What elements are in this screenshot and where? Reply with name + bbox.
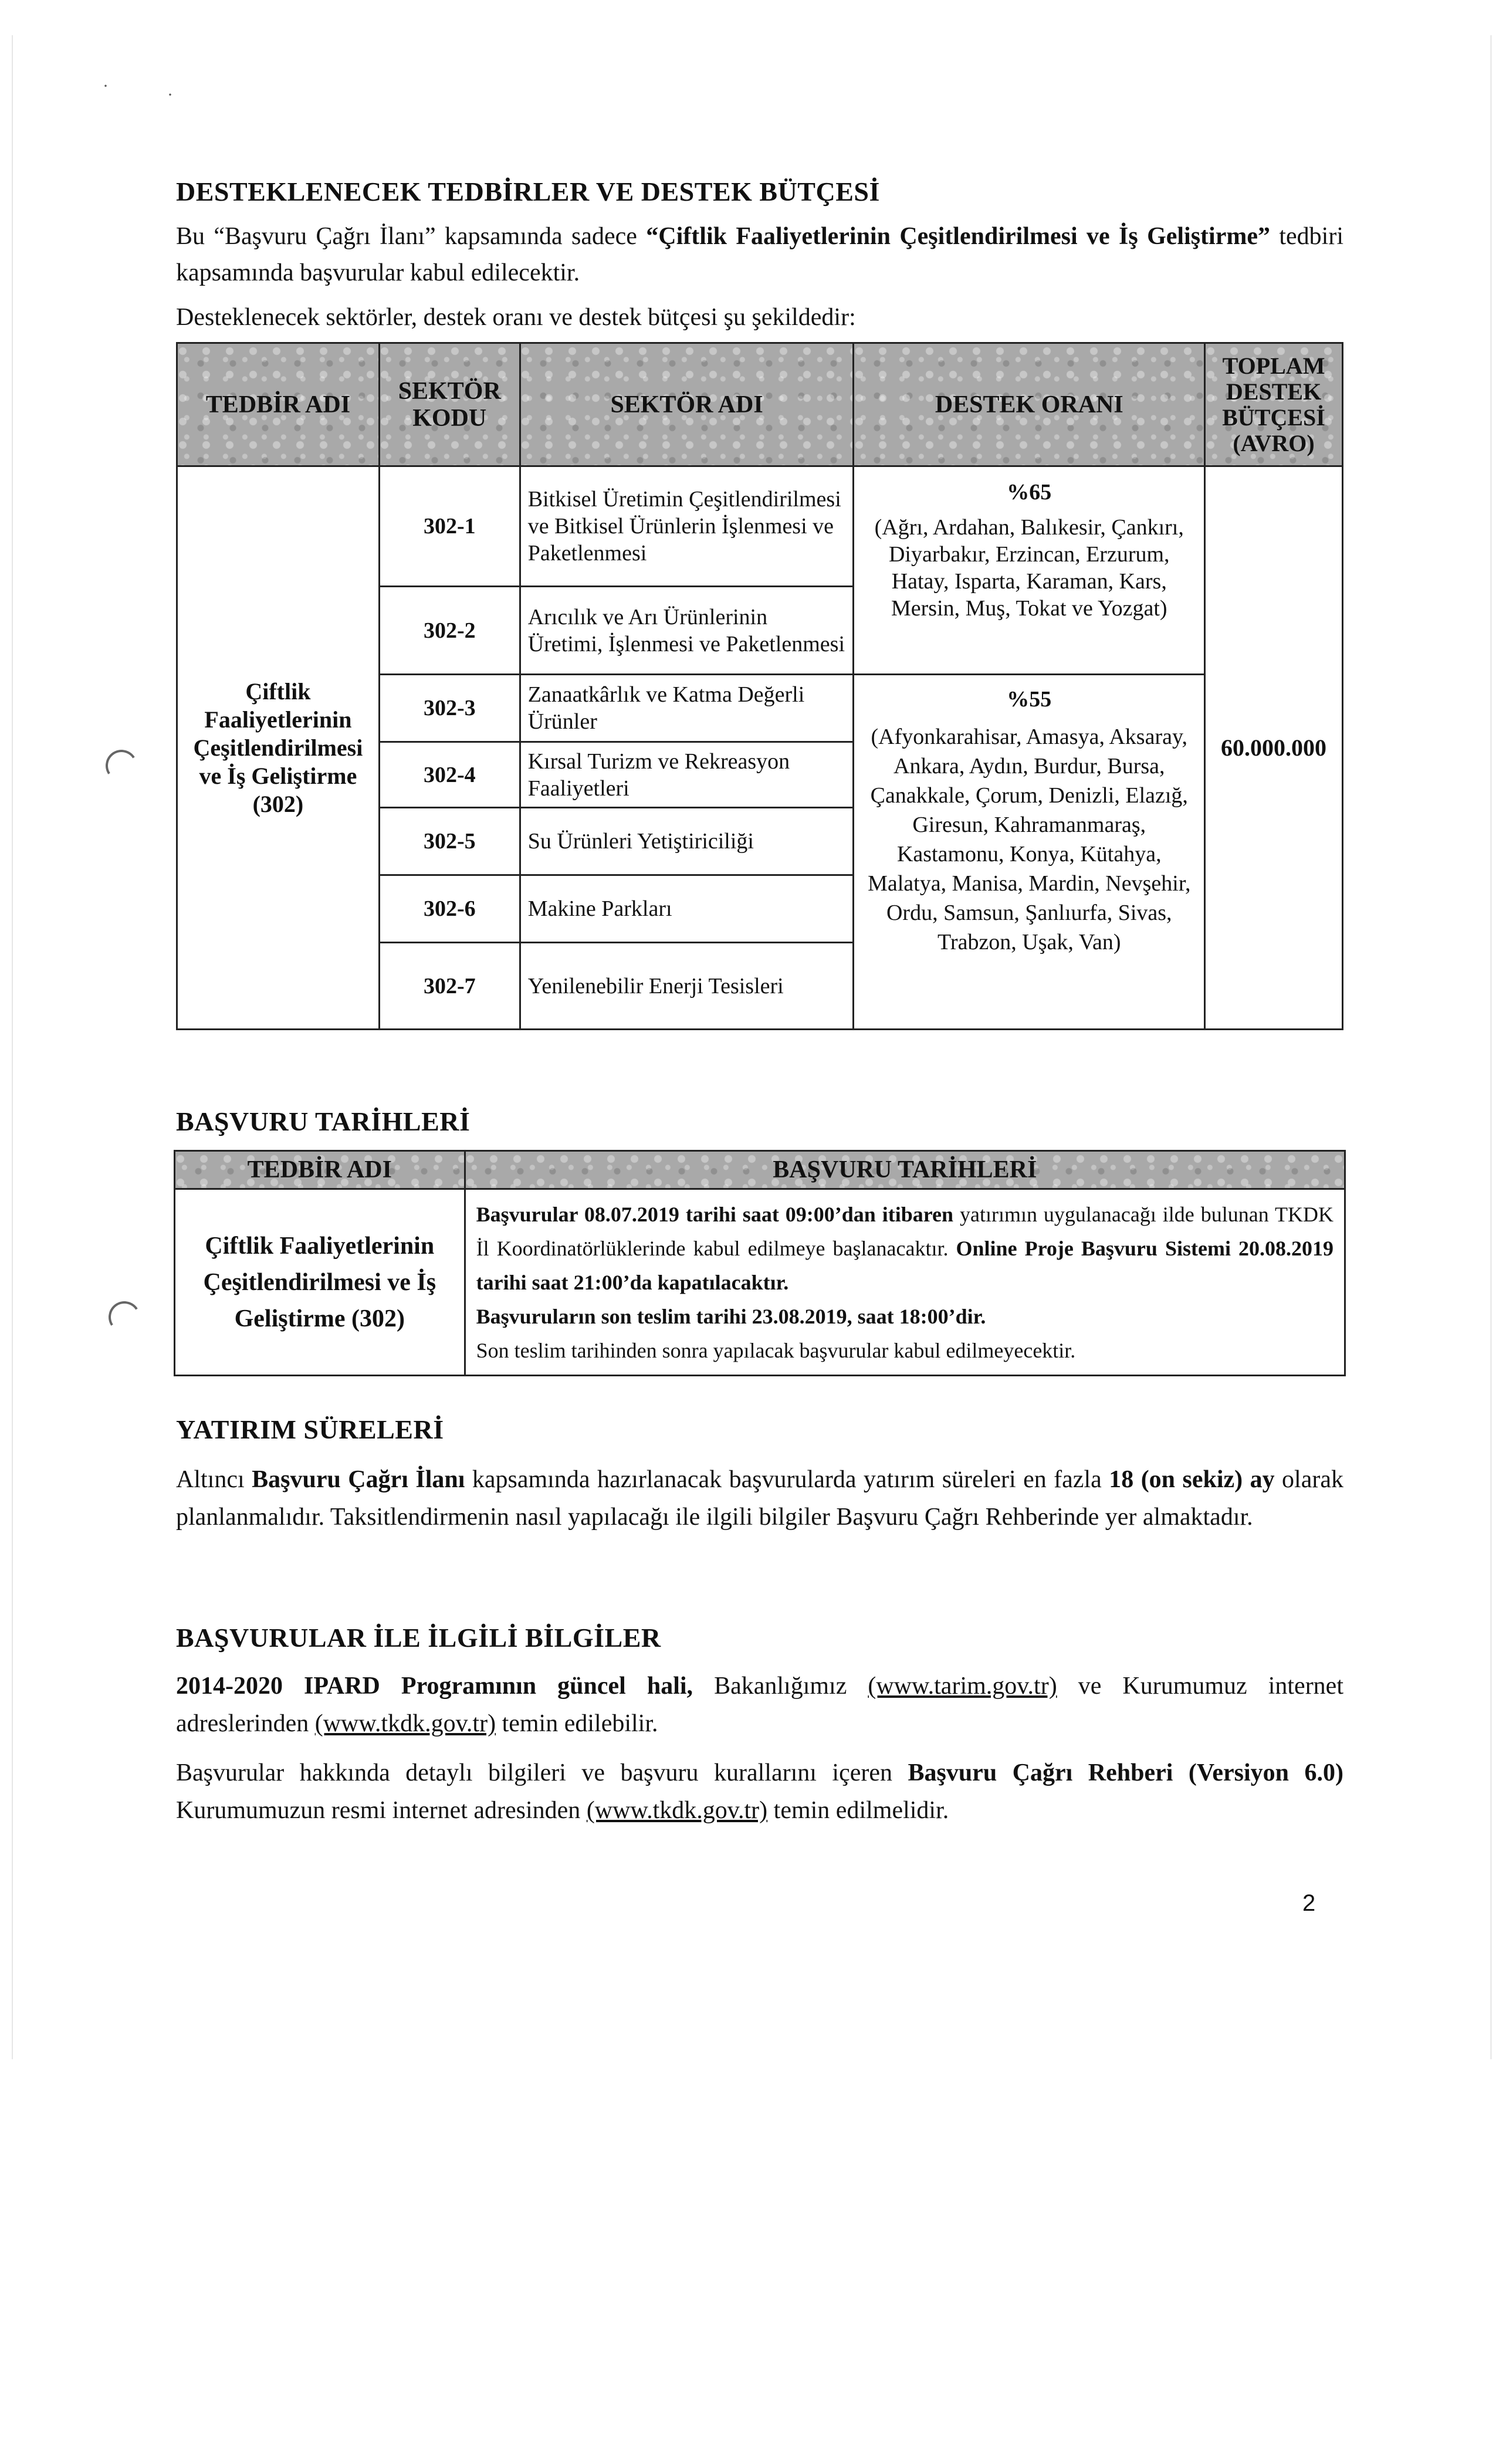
scan-edge-left (12, 35, 13, 2059)
scan-speck: · (167, 85, 173, 104)
destek-orani-55-cell (854, 675, 1205, 1030)
sektor-kodu-cell: 302-2 (379, 587, 520, 675)
support-budget-table (176, 342, 1343, 1030)
section-title-yatirim-sureleri: YATIRIM SÜRELERİ (176, 1414, 444, 1444)
table-row (175, 1189, 1345, 1376)
section-title-basvurular-bilgiler: BAŞVURULAR İLE İLGİLİ BİLGİLER (176, 1623, 661, 1653)
sektor-adi-cell: Su Ürünleri Yetiştiriciliği (520, 808, 854, 875)
sektor-kodu-cell: 302-1 (379, 466, 520, 587)
sektor-adi-cell: Zanaatkârlık ve Katma Değerli Ürünler (520, 675, 854, 742)
tkdk-link[interactable]: (www.tkdk.gov.tr) (314, 1710, 496, 1737)
basvuru-baslangic: Başvurular 08.07.2019 tarihi saat 09:00’dan itibaren (476, 1202, 954, 1226)
sektor-adi-cell: Yenilenebilir Enerji Tesisleri (520, 943, 854, 1030)
sektor-adi-cell: Kırsal Turizm ve Rekreasyon Faaliyetleri (520, 742, 854, 808)
sektor-kodu-cell: 302-6 (379, 875, 520, 943)
header-tedbir-adi: TEDBİR ADI (175, 1151, 465, 1189)
section-title-basvuru-tarihleri: BAŞVURU TARİHLERİ (176, 1106, 471, 1136)
scan-speck: · (103, 76, 109, 96)
header-toplam-butce: TOPLAM DESTEK BÜTÇESİ (AVRO) (1205, 343, 1343, 466)
basvuru-tarihleri-cell (465, 1189, 1345, 1376)
basvuru-yer: yatırımın uygulanacağı ilde bulunan TKDK İl Koordinatörlüklerinde kabul edilmeye başlanacaktır. (476, 1202, 1333, 1260)
table-header-row (177, 343, 1343, 466)
page-number: 2 (1302, 1890, 1316, 1916)
sektor-adi-cell: Bitkisel Üretimin Çeşitlendirilmesi ve Bitkisel Ürünlerin İşlenmesi ve Paketlenmesi (520, 466, 854, 587)
toplam-butce-cell: 60.000.000 (1205, 466, 1343, 1030)
punch-hole-mark (103, 747, 140, 784)
oran-55: %55 (1007, 687, 1052, 712)
punch-hole-mark (106, 1298, 143, 1336)
online-sistem-kapanis: Online Proje Başvuru Sistemi 20.08.2019 tarihi saat 21:00’da kapatılacaktır. (476, 1236, 1333, 1294)
destek-orani-65-cell (854, 466, 1205, 675)
iller-55: (Afyonkarahisar, Amasya, Aksaray, Ankara, Aydın, Burdur, Bursa, Çanakkale, Çorum, Denizli, Elazığ, Giresun, Kahramanmaraş, Kastamonu, Konya, Kütahya, Malatya, Manisa, Mardin, Nevşehir, Ordu, Samsun, Şanlıurfa, Sivas, Trabzon, Uşak, Van) (868, 725, 1191, 955)
rehber-paragraph: Başvurular hakkında detaylı bilgileri ve başvuru kurallarını içeren Başvuru Çağrı Rehberi (Versiyon 6.0) Kurumumuzun resmi internet adresinden (www.tkdk.gov.tr) temin edilmelidir. (176, 1759, 1343, 1824)
sektor-kodu-cell: 302-7 (379, 943, 520, 1030)
tkdk-link[interactable]: (www.tkdk.gov.tr) (586, 1797, 768, 1824)
tedbir-name-cell: Çiftlik Faaliyetlerinin Çeşitlendirilmesi ve İş Geliştirme (302) (177, 466, 380, 1030)
son-teslim-notu: Son teslim tarihinden sonra yapılacak başvurular kabul edilmeyecektir. (476, 1338, 1076, 1362)
header-destek-orani: DESTEK ORANI (854, 343, 1205, 466)
sektor-kodu-cell: 302-3 (379, 675, 520, 742)
header-sektor-adi: SEKTÖR ADI (520, 343, 854, 466)
header-tedbir-adi: TEDBİR ADI (177, 343, 380, 466)
yatirim-sureleri-paragraph: Altıncı Başvuru Çağrı İlanı kapsamında hazırlanacak başvurularda yatırım süreleri en fazla 18 (on sekiz) ay olarak planlanmalıdır. Taksitlendirmenin nasıl yapılacağı ile ilgili bilgiler Başvuru Çağrı Rehberinde yer almaktadır. (176, 1466, 1343, 1531)
sektor-adi-cell: Arıcılık ve Arı Ürünlerinin Üretimi, İşlenmesi ve Paketlenmesi (520, 587, 854, 675)
application-dates-table (174, 1150, 1346, 1376)
iller-65: (Ağrı, Ardahan, Balıkesir, Çankırı, Diyarbakır, Erzincan, Erzurum, Hatay, Isparta, Karaman, Kars, Mersin, Muş, Tokat ve Yozgat) (874, 515, 1184, 621)
section-title-destek: DESTEKLENECEK TEDBİRLER VE DESTEK BÜTÇESİ (176, 177, 880, 207)
tarim-link[interactable]: (www.tarim.gov.tr) (868, 1673, 1057, 1700)
intro-paragraph-2: Desteklenecek sektörler, destek oranı ve destek bütçesi şu şekildedir: (176, 304, 856, 331)
tedbir-name-cell: Çiftlik Faaliyetlerinin Çeşitlendirilmesi ve İş Geliştirme (302) (175, 1189, 465, 1376)
ipard-paragraph: 2014-2020 IPARD Programının güncel hali, Bakanlığımız (www.tarim.gov.tr) ve Kurumumuz internet adreslerinden (www.tkdk.gov.tr) temin edilebilir. (176, 1673, 1343, 1737)
sektor-kodu-cell: 302-4 (379, 742, 520, 808)
scan-edge-right (1490, 35, 1492, 2059)
intro-paragraph: Bu “Başvuru Çağrı İlanı” kapsamında sadece “Çiftlik Faaliyetlerinin Çeşitlendirilmesi ve İş Geliştirme” tedbiri kapsamında başvurular kabul edilecektir. (176, 223, 1343, 286)
header-basvuru-tarihleri: BAŞVURU TARİHLERİ (465, 1151, 1345, 1189)
son-teslim-tarihi: Başvuruların son teslim tarihi 23.08.2019, saat 18:00’dir. (476, 1304, 986, 1328)
table-header-row (175, 1151, 1345, 1189)
sektor-adi-cell: Makine Parkları (520, 875, 854, 943)
table-row (177, 466, 1343, 587)
oran-65: %65 (1007, 480, 1052, 505)
header-sektor-kodu: SEKTÖR KODU (379, 343, 520, 466)
sektor-kodu-cell: 302-5 (379, 808, 520, 875)
